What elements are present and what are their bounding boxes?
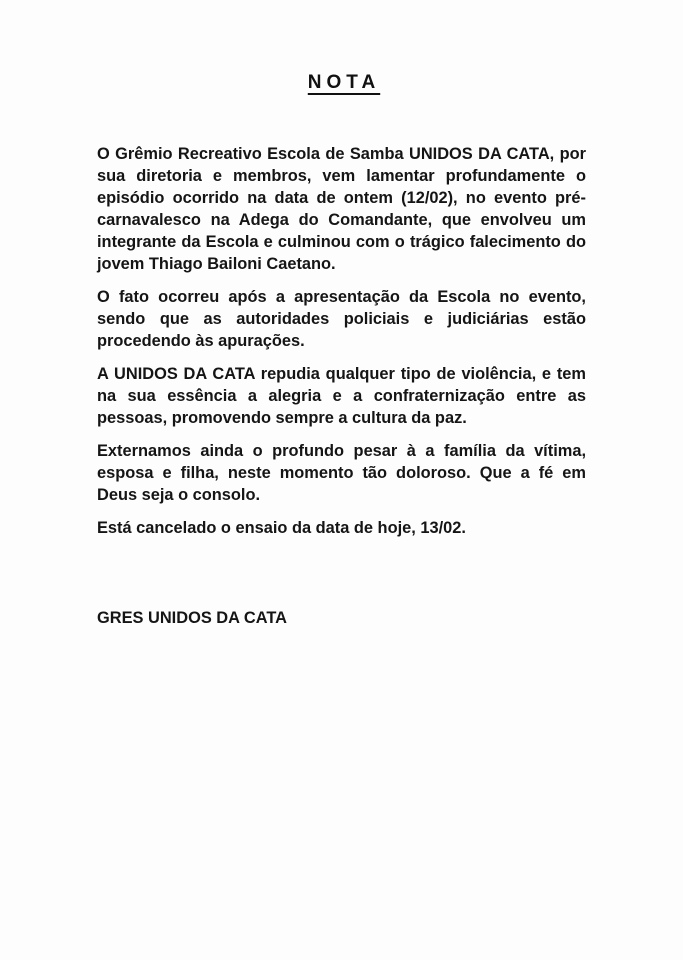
- document-title-text: NOTA: [307, 72, 381, 93]
- paragraph-3: A UNIDOS DA CATA repudia qualquer tipo de violência, e tem na sua essência a alegria e a confraternização entre as pessoas, promovendo sempre a cultura da paz.: [97, 365, 586, 427]
- paragraph-5: Está cancelado o ensaio da data de hoje, 13/02.: [97, 519, 466, 537]
- paragraph-2: O fato ocorreu após a apresentação da Escola no evento, sendo que as autoridades policiais e judiciárias estão procedendo às apurações.: [97, 288, 586, 350]
- signature: GRES UNIDOS DA CATA: [97, 609, 288, 627]
- document-title: [0, 72, 683, 94]
- document-body: [97, 143, 586, 550]
- paragraph-1: O Grêmio Recreativo Escola de Samba UNIDOS DA CATA, por sua diretoria e membros, vem lamentar profundamente o episódio ocorrido na data de ontem (12/02), no evento pré-carnavalesco na Adega do Comandante, que envolveu um integrante da Escola e culminou com o trágico falecimento do jovem Thiago Bailoni Caetano.: [97, 145, 586, 273]
- paragraph-4: Externamos ainda o profundo pesar à a família da vítima, esposa e filha, neste momento tão doloroso. Que a fé em Deus seja o consolo.: [97, 442, 586, 504]
